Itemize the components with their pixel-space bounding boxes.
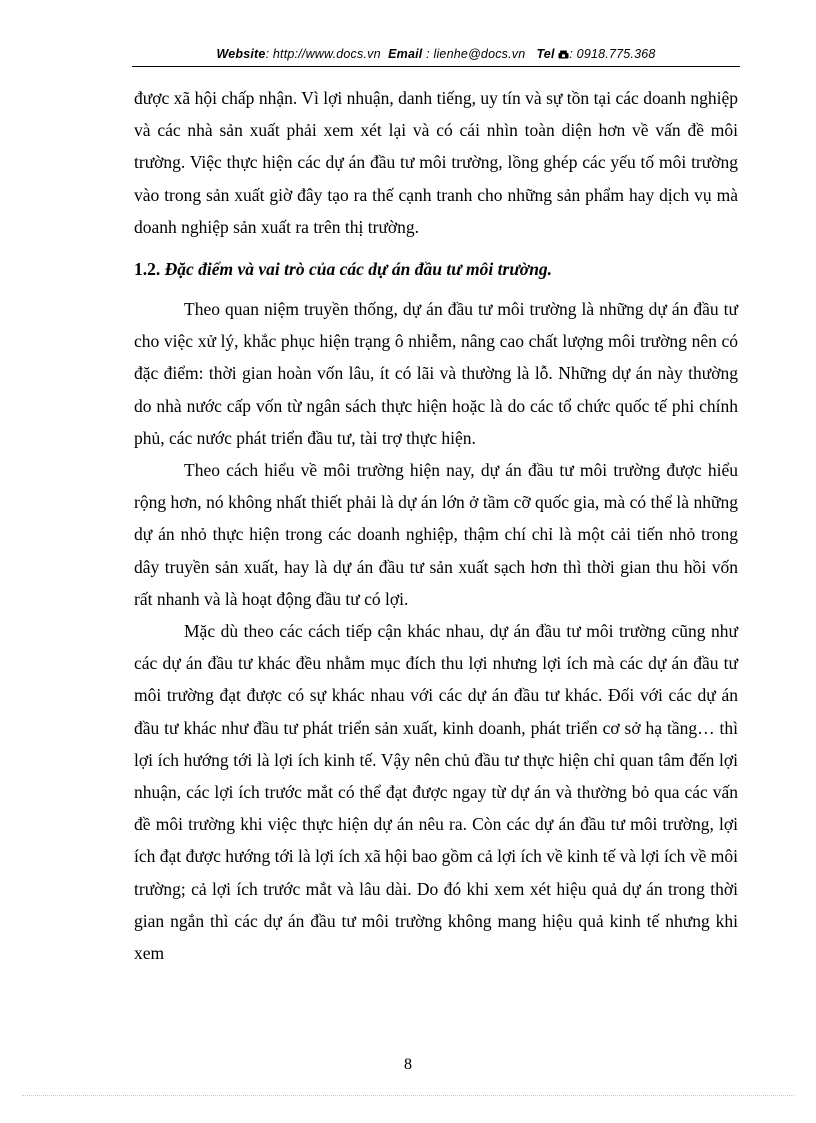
paragraph-current-view: Theo cách hiểu về môi trường hiện nay, dự án đầu tư môi trường được hiểu rộng hơn, nó không nhất thiết phải là dự án lớn ở tầm cỡ quốc gia, mà có thể là những dự án nhỏ thực hiện trong các doanh nghiệp, thậm chí chỉ là một cải tiến nhỏ trong dây truyền sản xuất, hay là dự án đầu tư sản xuất sạch hơn thì thời gian thu hồi vốn rất nhanh và là hoạt động đầu tư có lợi. <box>134 460 738 609</box>
email-value[interactable]: : lienhe@docs.vn <box>422 47 526 61</box>
tel-label: Tel <box>536 47 555 61</box>
phone-icon <box>558 50 569 59</box>
page-header <box>132 47 740 65</box>
paragraph-benefits: Mặc dù theo các cách tiếp cận khác nhau, dự án đầu tư môi trường cũng như các dự án đầu tư khác đều nhằm mục đích thu lợi nhưng lợi ích mà các dự án đầu tư môi trường đạt được có sự khác nhau với các dự án đầu tư khác. Đối với các dự án đầu tư khác như đầu tư phát triển sản xuất, kinh doanh, phát triển cơ sở hạ tầng… thì lợi ích hướng tới là lợi ích kinh tế. Vậy nên chủ đầu tư thực hiện chỉ quan tâm đến lợi nhuận, các lợi ích trước mắt có thể đạt được ngay từ dự án và thường bỏ qua các vấn đề môi trường khi việc thực hiện dự án nêu ra. Còn các dự án đầu tư môi trường, lợi ích đạt được hướng tới là lợi ích xã hội bao gồm cả lợi ích về kinh tế và lợi ích về môi trường; cả lợi ích trước mắt và lâu dài. Do đó khi xem xét hiệu quả dự án trong thời gian ngắn thì các dự án đầu tư môi trường không mang hiệu quả kinh tế nhưng khi xem <box>134 621 738 964</box>
section-title: Đặc điểm và vai trò của các dự án đầu tư môi trường. <box>164 259 553 280</box>
section-heading <box>134 253 738 285</box>
paragraph-traditional-view: Theo quan niệm truyền thống, dự án đầu tư môi trường là những dự án đầu tư cho việc xử lý, khắc phục hiện trạng ô nhiễm, nâng cao chất lượng môi trường nên có đặc điểm: thời gian hoàn vốn lâu, ít có lãi và thường là lỗ. Những dự án này thường do nhà nước cấp vốn từ ngân sách thực hiện hoặc là do các tổ chức quốc tế phi chính phủ, các nước phát triển đầu tư, tài trợ thực hiện. <box>134 299 738 448</box>
header-divider <box>132 66 740 67</box>
website-url[interactable]: : http://www.docs.vn <box>265 47 381 61</box>
section-number: 1.2. <box>134 259 161 280</box>
email-label: Email <box>388 47 423 61</box>
tel-value: : 0918.775.368 <box>569 47 656 61</box>
paragraph-continuation: được xã hội chấp nhận. Vì lợi nhuận, danh tiếng, uy tín và sự tồn tại các doanh nghiệp và các nhà sản xuất phải xem xét lại và có cái nhìn toàn diện hơn về vấn đề môi trường. Việc thực hiện các dự án đầu tư môi trường, lồng ghép các yếu tố môi trường vào trong sản xuất giờ đây tạo ra thế cạnh tranh cho những sản phẩm hay dịch vụ mà doanh nghiệp sản xuất ra trên thị trường. <box>134 88 738 237</box>
website-label: Website <box>216 47 266 61</box>
page-bottom-divider <box>22 1095 794 1096</box>
document-body <box>134 82 738 969</box>
page-number: 8 <box>404 1056 412 1073</box>
